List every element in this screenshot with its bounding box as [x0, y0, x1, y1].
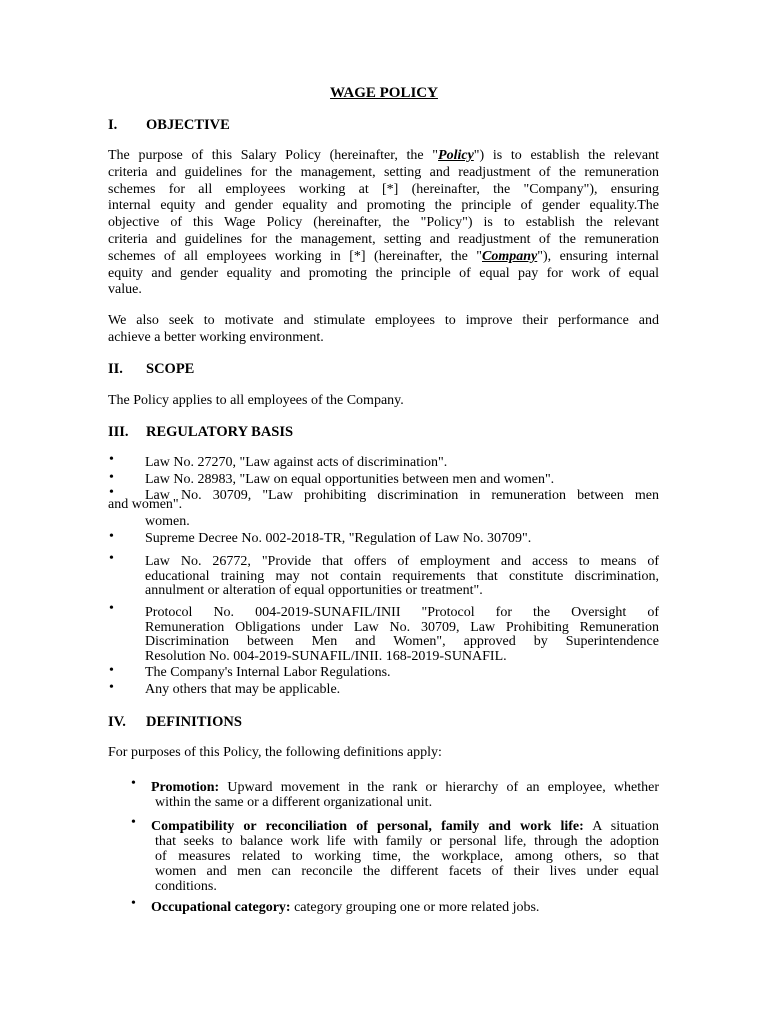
text-line: value. — [108, 282, 142, 298]
text-line: schemes for all employees working at [*] (hereinafter, the "Company"), ensuring — [108, 181, 659, 197]
document-title: WAGE POLICY — [330, 85, 438, 101]
text-line: criteria and guidelines for the management, setting and readjustment of the remuneration — [108, 164, 659, 180]
section-title: DEFINITIONS — [146, 714, 242, 730]
regulatory-item: Protocol No. 004-2019-SUNAFIL/INII "Protocol for the Oversight of Remuneration Obligations under Law No. 30709, Law Prohibiting Remuneration Discrimination between Men and Women", approved by Superintendence Resolution No. 004-2019-SUNAFIL/INII. 168-2019-SUNAFIL. — [145, 605, 659, 664]
text-line: We also seek to motivate and stimulate employees to improve their performance and — [108, 313, 659, 328]
section-number: IV. — [108, 714, 126, 730]
regulatory-item: Supreme Decree No. 002-2018-TR, "Regulation of Law No. 30709". — [145, 531, 532, 546]
bullet-icon: • — [109, 470, 114, 485]
bullet-icon: • — [109, 601, 114, 616]
bullet-icon: • — [109, 452, 114, 467]
bullet-icon: • — [131, 776, 136, 791]
objective-paragraph-2 — [108, 313, 659, 347]
section-title: REGULATORY BASIS — [146, 424, 294, 440]
section-number: II. — [108, 361, 123, 377]
text-line: objective of this Wage Policy (hereinafter, the "Policy") is to establish the relevant — [108, 215, 659, 231]
section-number: I. — [108, 117, 118, 133]
text-line: The purpose of this Salary Policy (hereinafter, the "Policy") is to establish the relevant — [108, 148, 659, 163]
scope-paragraph — [108, 393, 659, 410]
bullet-icon: • — [109, 529, 114, 544]
section-heading-regulatory — [108, 424, 293, 441]
section-heading-definitions — [108, 714, 242, 731]
text-line: criteria and guidelines for the management, setting and readjustment of the remuneration — [108, 231, 659, 247]
regulatory-item-overlap: and women". — [108, 497, 183, 512]
bullet-icon: • — [131, 815, 136, 830]
bullet-icon: • — [109, 680, 114, 695]
text-line: equity and gender equality and promoting the principle of equal pay for work of equal — [108, 265, 659, 281]
regulatory-item-continuation: women. — [145, 514, 190, 529]
section-title: SCOPE — [146, 361, 195, 377]
regulatory-item: The Company's Internal Labor Regulations. — [145, 665, 391, 680]
section-heading-objective — [108, 117, 230, 134]
definition-term: Promotion: — [151, 780, 220, 795]
text-line: The Policy applies to all employees of the Company. — [108, 393, 404, 408]
regulatory-item: Law No. 30709, "Law prohibiting discrimination in remuneration between men — [145, 488, 659, 503]
text-line: achieve a better working environment. — [108, 329, 324, 345]
bullet-icon: • — [109, 663, 114, 678]
text-line: schemes of all employees working in [*] (hereinafter, the "Company"), ensuring internal — [108, 248, 659, 264]
definition-term: Occupational category: — [151, 900, 291, 915]
section-number: III. — [108, 424, 129, 440]
company-term: Company — [482, 248, 538, 264]
section-title: OBJECTIVE — [146, 117, 230, 133]
regulatory-item: Law No. 27270, "Law against acts of discrimination". — [145, 455, 448, 470]
regulatory-item: Law No. 28983, "Law on equal opportunities between men and women". — [145, 472, 555, 487]
bullet-icon: • — [109, 485, 114, 500]
objective-paragraph-1 — [108, 148, 659, 299]
definition-item-compatibility: Compatibility or reconciliation of personal, family and work life: A situation that seeks to balance work life with family or personal life, through the adoption of measures related to working time, the workplace, among others, so that women and men can reconcile the different facets of their lives under equal conditions. — [151, 819, 660, 894]
definition-term: Compatibility or reconciliation of personal, family and work life: — [151, 819, 584, 834]
text-line: internal equity and gender equality and promoting the principle of gender equality.The — [108, 198, 659, 214]
bullet-icon: • — [109, 551, 114, 566]
section-heading-scope — [108, 361, 194, 378]
definitions-intro: For purposes of this Policy, the following definitions apply: — [108, 745, 442, 760]
regulatory-item: Law No. 26772, "Provide that offers of employment and access to means of educational training may not contain requirements that constitute discrimination, annulment or alteration of equal opportunities or treatment". — [145, 554, 659, 599]
policy-term: Policy — [438, 148, 474, 163]
definition-item-promotion: Promotion: Upward movement in the rank or hierarchy of an employee, whether within the same or a different organizational unit. — [151, 780, 659, 810]
definition-item-occupational: Occupational category: category grouping one or more related jobs. — [151, 900, 540, 915]
regulatory-item: Any others that may be applicable. — [145, 682, 341, 697]
bullet-icon: • — [131, 896, 136, 911]
